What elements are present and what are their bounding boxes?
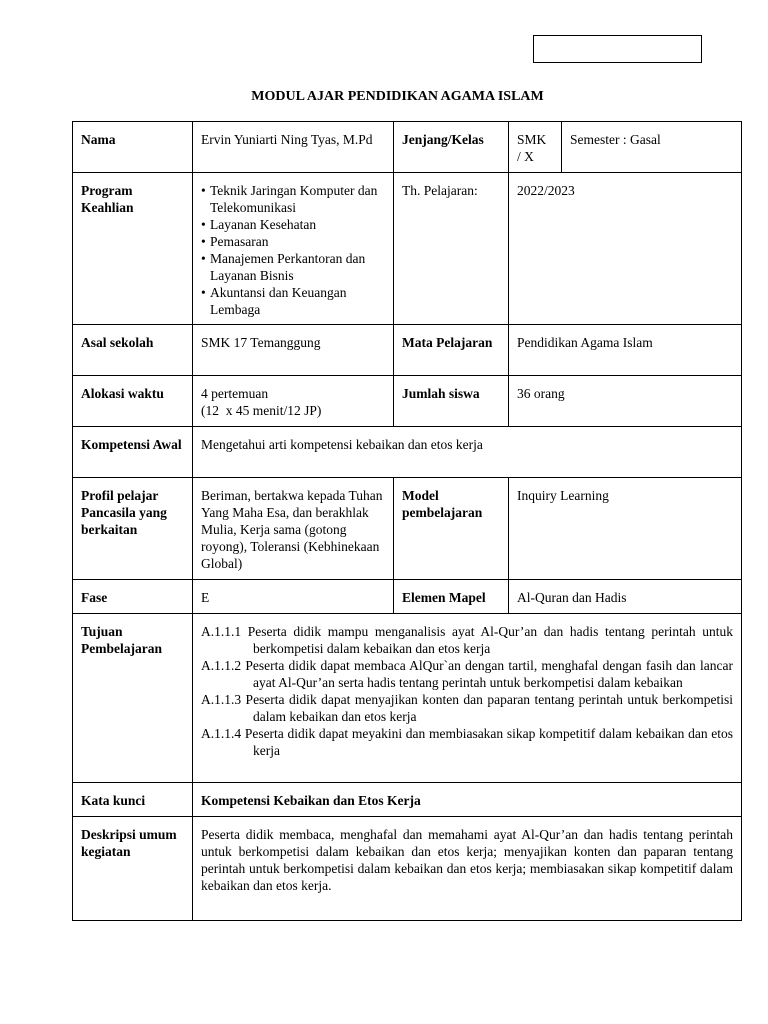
row-deskripsi-umum — [73, 817, 742, 921]
value-model-pembelajaran: Inquiry Learning — [509, 478, 742, 580]
value-kompetensi-awal: Mengetahui arti kompetensi kebaikan dan etos kerja — [193, 427, 742, 478]
label-mata-pelajaran: Mata Pelajaran — [394, 325, 509, 376]
program-list — [201, 182, 385, 318]
label-kata-kunci: Kata kunci — [73, 783, 193, 817]
list-item: • Manajemen Perkantoran dan Layanan Bisnis — [201, 250, 385, 284]
row-tujuan-pembelajaran — [73, 614, 742, 783]
label-alokasi-waktu: Alokasi waktu — [73, 376, 193, 427]
value-jumlah-siswa: 36 orang — [509, 376, 742, 427]
value-mata-pelajaran: Pendidikan Agama Islam — [509, 325, 742, 376]
label-kompetensi-awal: Kompetensi Awal — [73, 427, 193, 478]
value-tahun-pelajaran: 2022/2023 — [509, 173, 742, 325]
row-profil-pelajar — [73, 478, 742, 580]
list-item: A.1.1.2 Peserta didik dapat membaca AlQur`an dengan tartil, menghafal dengan fasih dan lancar ayat Al-Qur’an serta hadis tentang perintah untuk berkompetisi dalam kebaikan — [201, 658, 733, 690]
value-kata-kunci: Kompetensi Kebaikan dan Etos Kerja — [193, 783, 742, 817]
value-jenjang-kelas: SMK / X — [509, 122, 562, 173]
list-item: A.1.1.3 Peserta didik dapat menyajikan konten dan paparan tentang perintah untuk berkompetisi dalam kebaikan dan etos kerja — [201, 692, 733, 724]
label-jumlah-siswa: Jumlah siswa — [394, 376, 509, 427]
list-item: A.1.1.1 Peserta didik mampu menganalisis ayat Al-Qur’an dan hadis tentang perintah untuk berkompetisi dalam kebaikan dan etos kerja — [201, 624, 733, 656]
label-elemen-mapel: Elemen Mapel — [394, 580, 509, 614]
list-item: A.1.1.4 Peserta didik dapat meyakini dan membiasakan sikap kompetitif dalam kebaikan dan etos kerja — [201, 726, 733, 758]
alokasi-pertemuan: 4 pertemuan — [201, 386, 269, 401]
document-title: MODUL AJAR PENDIDIKAN AGAMA ISLAM — [251, 89, 544, 104]
list-item: • Akuntansi dan Keuangan Lembaga — [201, 284, 385, 318]
label-tujuan-pembelajaran: Tujuan Pembelajaran — [73, 614, 193, 783]
list-item: • Layanan Kesehatan — [201, 216, 385, 233]
value-elemen-mapel: Al-Quran dan Hadis — [509, 580, 742, 614]
value-tujuan-pembelajaran — [193, 614, 742, 783]
module-info-table — [72, 121, 742, 921]
label-fase: Fase — [73, 580, 193, 614]
label-asal-sekolah: Asal sekolah — [73, 325, 193, 376]
value-semester: Semester : Gasal — [562, 122, 742, 173]
tujuan-list — [201, 623, 733, 759]
list-item: • Pemasaran — [201, 233, 385, 250]
label-jenjang-kelas: Jenjang/Kelas — [394, 122, 509, 173]
label-tahun-pelajaran: Th. Pelajaran: — [394, 173, 509, 325]
label-model-pembelajaran: Model pembelajaran — [394, 478, 509, 580]
row-program-keahlian — [73, 173, 742, 325]
label-nama: Nama — [73, 122, 193, 173]
row-alokasi-waktu — [73, 376, 742, 427]
value-deskripsi-umum: Peserta didik membaca, menghafal dan memahami ayat Al-Qur’an dan hadis tentang perintah untuk berkompetisi dalam kebaikan dan etos kerja; menyajikan konten dan paparan tentang perintah untuk berkompetisi dalam kebaikan dan etos kerja; membiasakan sikap kompetitif dalam kebaikan dan etos kerja. — [193, 817, 742, 921]
label-program-keahlian: Program Keahlian — [73, 173, 193, 325]
row-fase — [73, 580, 742, 614]
value-fase: E — [193, 580, 394, 614]
row-nama — [73, 122, 742, 173]
list-item: • Teknik Jaringan Komputer dan Telekomunikasi — [201, 182, 385, 216]
header-empty-box — [533, 35, 702, 63]
row-kata-kunci — [73, 783, 742, 817]
value-nama: Ervin Yuniarti Ning Tyas, M.Pd — [193, 122, 394, 173]
value-asal-sekolah: SMK 17 Temanggung — [193, 325, 394, 376]
value-profil-pelajar: Beriman, bertakwa kepada Tuhan Yang Maha Esa, dan berakhlak Mulia, Kerja sama (gotong royong), Toleransi (Kebhinekaan Global) — [193, 478, 394, 580]
value-program-keahlian — [193, 173, 394, 325]
label-profil-pelajar: Profil pelajar Pancasila yang berkaitan — [73, 478, 193, 580]
label-deskripsi-umum: Deskripsi umum kegiatan — [73, 817, 193, 921]
alokasi-jp: (12 x 45 menit/12 JP) — [201, 403, 322, 418]
row-kompetensi-awal — [73, 427, 742, 478]
value-alokasi-waktu — [193, 376, 394, 427]
row-asal-sekolah — [73, 325, 742, 376]
